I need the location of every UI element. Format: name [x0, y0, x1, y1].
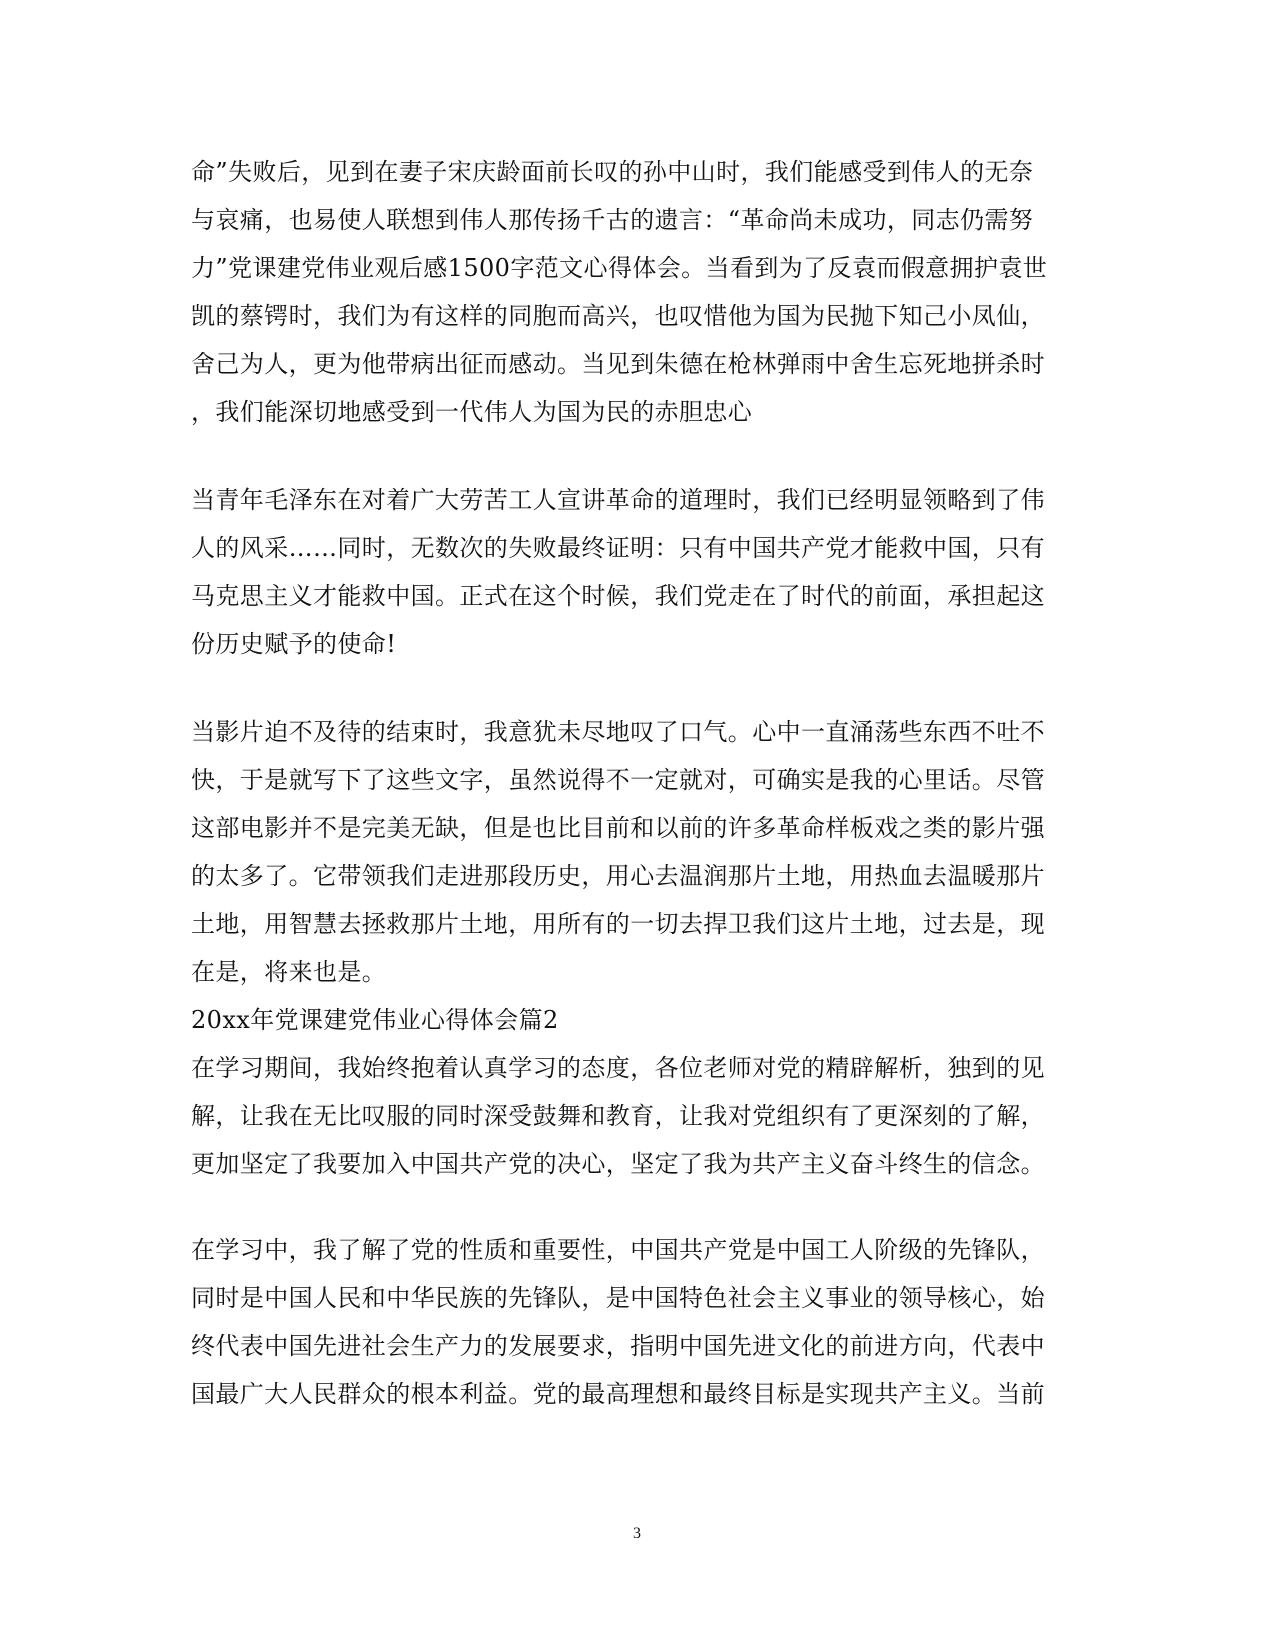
text-line: 同时是中国人民和中华民族的先锋队，是中国特色社会主义事业的领导核心，始 — [191, 1284, 1045, 1312]
text-line: 与哀痛，也易使人联想到伟人那传扬千古的遗言：“革命尚未成功，同志仍需努 — [191, 206, 1034, 234]
text-line: 舍己为人，更为他带病出征而感动。当见到朱德在枪林弹雨中舍生忘死地拼杀时 — [191, 350, 1045, 378]
paragraph-3 — [191, 708, 1071, 1188]
text-line: 在是，将来也是。 — [191, 958, 387, 986]
section-heading: 20xx年党课建党伟业心得体会篇2 — [191, 1006, 559, 1034]
text-line: 更加坚定了我要加入中国共产党的决心，坚定了我为共产主义奋斗终生的信念。 — [191, 1150, 1045, 1178]
text-line: 当影片迫不及待的结束时，我意犹未尽地叹了口气。心中一直涌荡些东西不吐不 — [191, 718, 1045, 746]
text-line: 当青年毛泽东在对着广大劳苦工人宣讲革命的道理时，我们已经明显领略到了伟 — [191, 486, 1045, 514]
text-line: 的太多了。它带领我们走进那段历史，用心去温润那片土地，用热血去温暖那片 — [191, 862, 1045, 890]
text-line: 解，让我在无比叹服的同时深受鼓舞和教育，让我对党组织有了更深刻的了解， — [191, 1102, 1045, 1130]
page-number: 3 — [633, 1525, 641, 1542]
text-line: 土地，用智慧去拯救那片土地，用所有的一切去捍卫我们这片土地，过去是，现 — [191, 910, 1045, 938]
text-line: 这部电影并不是完美无缺，但是也比目前和以前的许多革命样板戏之类的影片强 — [191, 814, 1045, 842]
paragraph-1 — [191, 148, 1071, 436]
text-line: 马克思主义才能救中国。正式在这个时候，我们党走在了时代的前面，承担起这 — [191, 582, 1045, 610]
text-line: 命”失败后，见到在妻子宋庆龄面前长叹的孙中山时，我们能感受到伟人的无奈 — [191, 158, 1034, 186]
text-line: 份历史赋予的使命! — [191, 630, 397, 658]
text-line: 人的风采……同时，无数次的失败最终证明：只有中国共产党才能救中国，只有 — [191, 534, 1045, 562]
paragraph-2 — [191, 476, 1071, 668]
text-line: 凯的蔡锷时，我们为有这样的同胞而高兴，也叹惜他为国为民抛下知己小凤仙， — [191, 302, 1045, 330]
paragraph-4 — [191, 1226, 1071, 1418]
text-line: 在学习中，我了解了党的性质和重要性，中国共产党是中国工人阶级的先锋队， — [191, 1236, 1045, 1264]
text-line: 快，于是就写下了这些文字，虽然说得不一定就对，可确实是我的心里话。尽管 — [191, 766, 1045, 794]
text-line: 在学习期间，我始终抱着认真学习的态度，各位老师对党的精辟解析，独到的见 — [191, 1054, 1045, 1082]
text-line: ，我们能深切地感受到一代伟人为国为民的赤胆忠心 — [191, 398, 753, 426]
text-line: 终代表中国先进社会生产力的发展要求，指明中国先进文化的前进方向，代表中 — [191, 1332, 1045, 1360]
text-line: 力”党课建党伟业观后感1500字范文心得体会。当看到为了反袁而假意拥护袁世 — [191, 254, 1048, 282]
text-line: 国最广大人民群众的根本利益。党的最高理想和最终目标是实现共产主义。当前 — [191, 1380, 1045, 1408]
